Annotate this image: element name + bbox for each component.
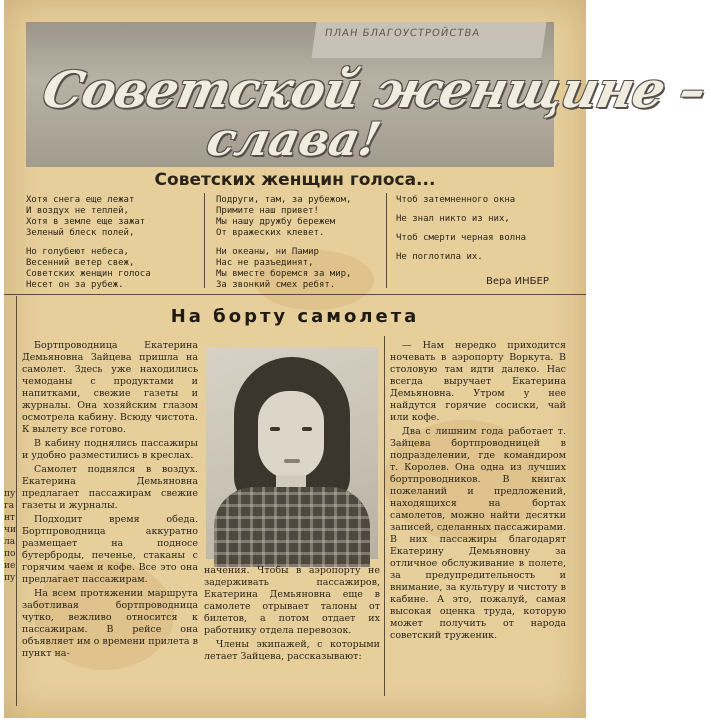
fragment-line: нт [4,513,15,523]
headline-line-1: Советской женщине – [37,60,711,119]
headline-line-2: слава! [202,112,386,166]
poem-line: И воздух не теплей, [26,206,129,216]
poem-line: Несет он за рубеж. [26,280,124,290]
section-rule [4,294,586,295]
poems-title: Советских женщин голоса... [154,170,436,190]
poem-author: Вера ИНБЕР [486,276,549,287]
article-paragraph: — Нам нередко приходится ночевать в аэропорту Воркута. В столовую там идти далеко. Нас всегда выручает Екатерина Демьяновна. Утром у нее найдутся горячие сосиски, чай или кофе. [390,340,566,423]
poem-line: Советских женщин голоса [26,269,151,279]
column-divider [384,336,385,696]
poem-line: Чтоб затемненного окна [396,195,516,205]
stewardess-portrait-photo [206,347,378,559]
article-paragraph: На всем протяжении маршрута заботливая бортпроводница чутко, вежливо относится к пассажирам. В рейсе она объявляет им о времени прилета в пункт на- [22,588,198,659]
article-paragraph: Самолет поднялся в воздух. Екатерина Демьяновна предлагает пассажирам свежие газеты и журналы. [22,464,198,511]
poem-column-1 [26,195,198,291]
newspaper-clipping [4,0,711,718]
article-paragraph: Бортпроводница Екатерина Демьяновна Зайцева пришла на самолет. Здесь уже находились чемоданы с продуктами и напитками, свежие газеты и журналы. Она хозяйским глазом осмотрела кабину. Всюду чистота. К вылету все готово. [22,340,198,435]
poem-line: Зеленый блеск полей, [26,228,135,238]
fragment-line: пу [4,489,16,499]
poem-line: От вражеских клевет. [216,228,325,238]
poem-line: Весенний ветер свеж, [26,258,135,268]
fragment-line: пу [4,573,16,583]
article-left-column [22,340,198,662]
fragment-line: ла [4,537,16,547]
article-paragraph: начения. Чтобы в аэропорту не задерживать пассажиров, Екатерина Демьяновна еще в самолете отрывает талоны от билетов, а потом отдает их работнику отдела перевозок. [204,565,380,636]
article-paragraph: Подходит время обеда. Бортпроводница аккуратно размещает на подносе бутерброды, печенье, стаканы с горячим чаем и кофе. Все это она предлагает пассажирам. [22,514,198,585]
poem-line: Ни океаны, ни Памир [216,247,319,257]
fragment-line: по [4,549,16,559]
article-title: На борту самолета [170,306,420,327]
adjacent-column-fragment [4,488,18,584]
banner-plan-strip: ПЛАН БЛАГОУСТРОЙСТВА [311,22,546,58]
poem-column-2 [216,195,382,291]
fragment-line: чи [4,525,16,535]
poem-line: Нас не разъединят, [216,258,314,268]
poem-line: Но голубеют небеса, [26,247,129,257]
fragment-line: га [4,501,15,511]
headline-banner [26,22,711,167]
poem-line: Не знал никто из них, [396,214,510,224]
poem-line: Мы вместе боремся за мир, [216,269,352,279]
column-divider [204,193,205,288]
poem-line: Примите наш привет! [216,206,319,216]
poem-line: Мы нашу дружбу бережем [216,217,336,227]
article-right-column [390,340,566,644]
poem-line: Подруги, там, за рубежом, [216,195,352,205]
poem-line: Хотя в земле еще зажат [26,217,146,227]
poem-line: Чтоб смерти черная волна [396,233,527,243]
article-paragraph: В кабину поднялись пассажиры и удобно разместились в креслах. [22,438,198,461]
article-paragraph: Члены экипажей, с которыми летает Зайцева, рассказывают: [204,639,380,662]
poem-line: За звонкий смех ребят. [216,280,336,290]
poem-column-3 [396,195,566,263]
article-paragraph: Два с лишним года работает т. Зайцева бортпроводницей в подразделении, где командиром т. Королев. Она одна из лучших бортпроводников. В книгах пожеланий и предложений, находящихся на бортах самолетов, можно найти десятки записей, сделанных пассажирами. В них пассажиры благодарят Екатерину Демьяновну за отличное обслуживание в полете, за предупредительность и внимание, за культуру и чистоту в кабине. А это, пожалуй, самая высокая оценка труда, которую может получить от народа советский труженик. [390,426,566,641]
poem-line: Хотя снега еще лежат [26,195,135,205]
fragment-line: ие [4,561,16,571]
poem-line: Не поглотила их. [396,252,483,262]
article-middle-column [204,565,380,665]
column-divider [386,193,387,288]
